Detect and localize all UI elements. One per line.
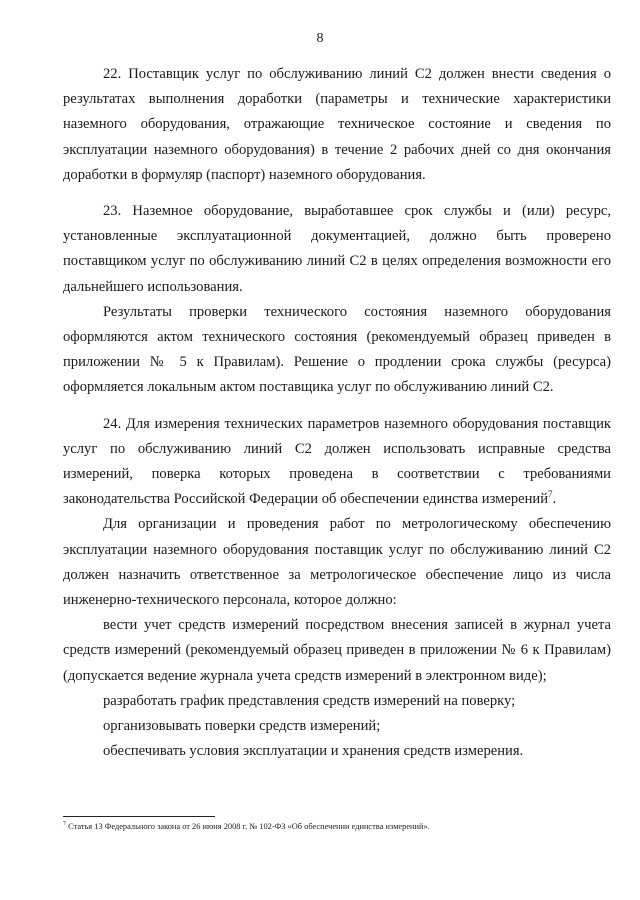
duty-item-journal: вести учет средств измерений посредством внесения записей в журнал учета средств измерений (рекомендуемый образец приведен в приложении № 6 к Правилам) (допускается ведение журнала учета средств измерений в электронном виде);	[63, 617, 611, 684]
paragraph-23-results: Результаты проверки технического состояния наземного оборудования оформляются актом технического состояния (рекомендуемый образец приведен в приложении № 5 к Правилам). Решение о продлении срока службы (ресурса) оформляется локальным актом поставщика услуг по обслуживанию линий С2.	[63, 303, 611, 396]
duty-item-conditions: обеспечивать условия эксплуатации и хранения средств измерения.	[103, 743, 524, 760]
document-body	[63, 62, 611, 764]
paragraph-24	[63, 412, 611, 513]
paragraph-24-end: .	[552, 491, 557, 508]
footnote-reference: 7	[548, 489, 553, 500]
paragraph-24-organization: Для организации и проведения работ по метрологическому обеспечению эксплуатации наземного оборудования поставщик услуг по обслуживанию линий С2 должен назначить ответственное за метрологическое обеспечение лицо из числа инженерно-технического персонала, которое должно:	[63, 516, 611, 609]
paragraph-24-text: 24. Для измерения технических параметров наземного оборудования поставщик услуг по обслуживанию линий С2 должен использовать исправные средства измерений, поверка которых проведена в соответствии с требованиями законодательства Российской Федерации об обеспечении единства измерений	[63, 415, 611, 508]
footnote	[63, 821, 623, 832]
footnote-marker: 7	[63, 821, 66, 828]
page-number: 8	[316, 31, 324, 46]
duty-item-verification: организовывать поверки средств измерений;	[103, 718, 381, 735]
paragraph-22: 22. Поставщик услуг по обслуживанию линий С2 должен внести сведения о результатах выполнения доработки (параметры и технические характеристики наземного оборудования, отражающие техническое состояние и сведения по эксплуатации наземного оборудования) в течение 2 рабочих дней со дня окончания доработки в формуляр (паспорт) наземного оборудования.	[63, 66, 611, 183]
paragraph-23: 23. Наземное оборудование, выработавшее срок службы и (или) ресурс, установленные эксплуатационной документацией, должно быть проверено поставщиком услуг по обслуживанию линий С2 в целях определения возможности его дальнейшего использования.	[63, 203, 611, 295]
footnote-text: Статья 13 Федерального закона от 26 июня 2008 г. № 102-ФЗ «Об обеспечении единства измерений».	[66, 822, 430, 831]
duty-item-schedule: разработать график представления средств измерений на поверку;	[103, 692, 516, 709]
footnote-separator	[63, 816, 215, 817]
